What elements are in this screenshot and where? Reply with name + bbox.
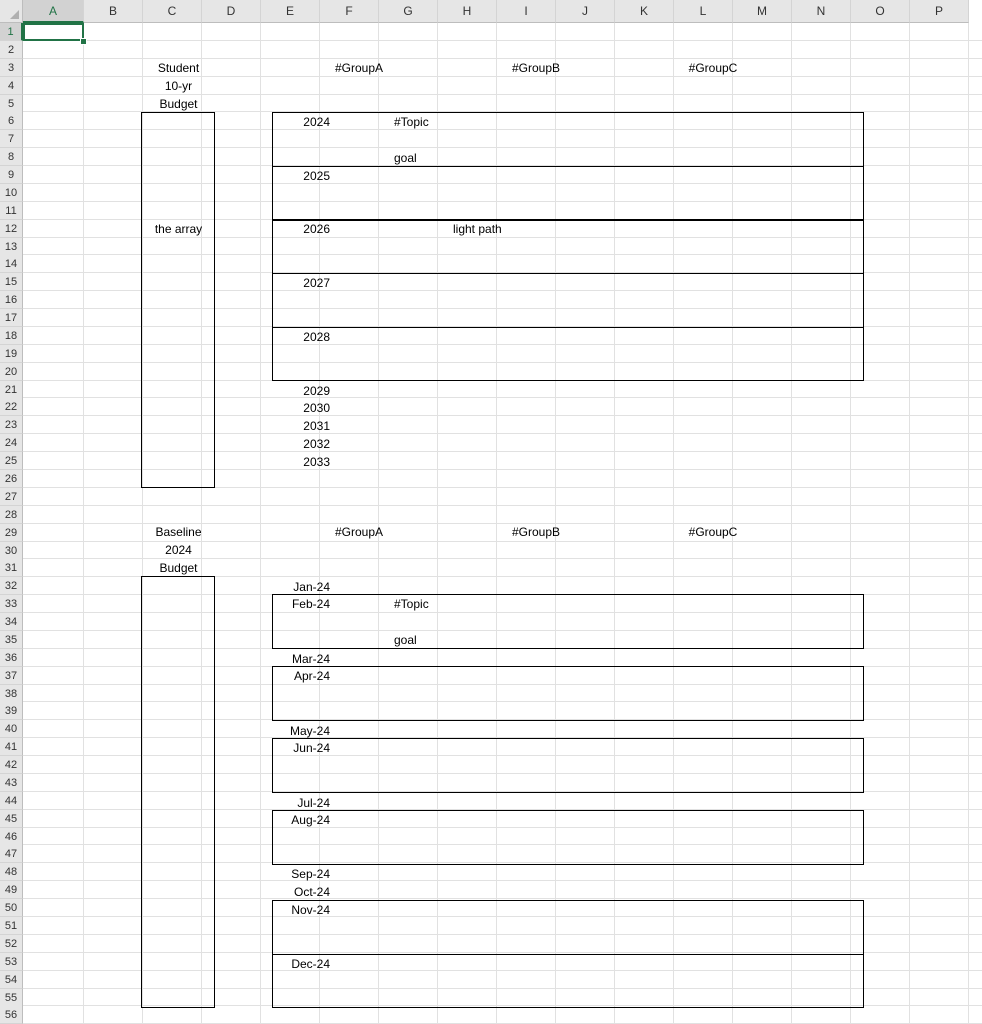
row-header[interactable]: 20 (0, 363, 23, 381)
year-label: 2033 (303, 455, 330, 469)
column-header-k[interactable]: K (615, 0, 674, 23)
year-label: 2027 (303, 276, 330, 290)
row-header[interactable]: 11 (0, 202, 23, 220)
row-header[interactable]: 17 (0, 309, 23, 327)
year-label: 2028 (303, 330, 330, 344)
row-header[interactable]: 33 (0, 595, 23, 613)
section2-group-c: #GroupC (688, 525, 738, 539)
row-header[interactable]: 49 (0, 881, 23, 899)
row-header[interactable]: 38 (0, 685, 23, 703)
column-header-i[interactable]: I (497, 0, 556, 23)
section2-title-line2: 2024 (165, 543, 192, 557)
row-header[interactable]: 37 (0, 667, 23, 685)
month-label: Jul-24 (297, 796, 330, 810)
month-label: Sep-24 (291, 867, 330, 881)
month-label: Jun-24 (293, 741, 330, 755)
row-header[interactable]: 24 (0, 434, 23, 452)
row-header[interactable]: 44 (0, 792, 23, 810)
row-header[interactable]: 50 (0, 899, 23, 917)
row-header[interactable]: 15 (0, 273, 23, 291)
section2-title-line3: Budget (159, 561, 198, 575)
month-label: Aug-24 (291, 813, 330, 827)
section2-goal: goal (394, 633, 417, 647)
column-header-h[interactable]: H (438, 0, 497, 23)
section2-title-line1: Baseline (155, 525, 202, 539)
row-header[interactable]: 25 (0, 452, 23, 470)
row-header[interactable]: 16 (0, 291, 23, 309)
month-box-jun[interactable] (272, 738, 864, 793)
row-header[interactable]: 28 (0, 506, 23, 524)
row-header[interactable]: 13 (0, 238, 23, 256)
row-header[interactable]: 2 (0, 41, 23, 59)
row-header[interactable]: 54 (0, 971, 23, 989)
row-header[interactable]: 29 (0, 524, 23, 542)
month-box-nov[interactable] (272, 900, 864, 955)
column-header-j[interactable]: J (556, 0, 615, 23)
row-header[interactable]: 22 (0, 398, 23, 416)
row-header[interactable]: 45 (0, 810, 23, 828)
array-label: the array (154, 222, 203, 236)
row-header[interactable]: 40 (0, 720, 23, 738)
select-all-triangle-icon (10, 10, 19, 19)
row-header[interactable]: 36 (0, 649, 23, 667)
row-header[interactable]: 32 (0, 577, 23, 595)
section2-topic: #Topic (394, 597, 429, 611)
row-gridline (23, 40, 982, 41)
row-header[interactable]: 30 (0, 542, 23, 560)
column-header-b[interactable]: B (84, 0, 143, 23)
year-box-2027[interactable] (272, 273, 864, 328)
row-header[interactable]: 46 (0, 828, 23, 846)
column-header-e[interactable]: E (261, 0, 320, 23)
year-label: 2032 (303, 437, 330, 451)
column-header-c[interactable]: C (143, 0, 202, 23)
row-header[interactable]: 4 (0, 77, 23, 95)
column-header-p[interactable]: P (910, 0, 969, 23)
row-header[interactable]: 47 (0, 845, 23, 863)
year-label: 2026 (303, 222, 330, 236)
month-box-aug[interactable] (272, 810, 864, 865)
year-box-2028[interactable] (272, 327, 864, 381)
row-header[interactable]: 14 (0, 255, 23, 273)
array-box[interactable] (141, 112, 215, 488)
row-header[interactable]: 52 (0, 935, 23, 953)
row-header[interactable]: 3 (0, 59, 23, 77)
row-header[interactable]: 21 (0, 381, 23, 399)
row-header[interactable]: 1 (0, 23, 23, 41)
row-header[interactable]: 53 (0, 953, 23, 971)
light-path-label: light path (453, 222, 502, 236)
month-label: Feb-24 (291, 597, 330, 611)
month-label: Dec-24 (291, 957, 330, 971)
month-label: Jan-24 (293, 580, 330, 594)
row-header[interactable]: 39 (0, 702, 23, 720)
month-label: May-24 (289, 724, 330, 738)
month-label: Oct-24 (293, 885, 330, 899)
column-header-l[interactable]: L (674, 0, 733, 23)
row-header[interactable]: 51 (0, 917, 23, 935)
section1-topic: #Topic (394, 115, 429, 129)
row-gridline (23, 505, 982, 506)
row-header[interactable]: 5 (0, 95, 23, 113)
section1-group-a: #GroupA (334, 61, 384, 75)
baseline-budget-box[interactable] (141, 576, 215, 1008)
month-label: Mar-24 (291, 652, 330, 666)
column-header-o[interactable]: O (851, 0, 910, 23)
row-header[interactable]: 27 (0, 488, 23, 506)
section2-group-b: #GroupB (511, 525, 561, 539)
row-header[interactable]: 9 (0, 166, 23, 184)
year-box-2025[interactable] (272, 166, 864, 221)
month-box-feb[interactable] (272, 594, 864, 649)
column-header-m[interactable]: M (733, 0, 792, 23)
row-header[interactable]: 55 (0, 989, 23, 1007)
row-header[interactable]: 7 (0, 130, 23, 148)
year-label: 2031 (303, 419, 330, 433)
column-header-f[interactable]: F (320, 0, 379, 23)
row-header[interactable]: 42 (0, 756, 23, 774)
month-label: Nov-24 (291, 903, 330, 917)
year-label: 2030 (303, 401, 330, 415)
row-header[interactable]: 56 (0, 1006, 23, 1024)
year-label: 2029 (303, 384, 330, 398)
section1-title-line2: 10-yr (164, 79, 193, 93)
month-box-apr[interactable] (272, 666, 864, 721)
month-label: Apr-24 (293, 669, 330, 683)
row-header[interactable]: 35 (0, 631, 23, 649)
section1-goal: goal (394, 151, 417, 165)
section1-group-b: #GroupB (511, 61, 561, 75)
row-header[interactable]: 48 (0, 863, 23, 881)
row-header[interactable]: 23 (0, 416, 23, 434)
row-header[interactable]: 6 (0, 112, 23, 130)
row-header[interactable]: 10 (0, 184, 23, 202)
active-cell-a1[interactable] (23, 23, 84, 41)
row-header[interactable]: 19 (0, 345, 23, 363)
row-header[interactable]: 8 (0, 148, 23, 166)
section1-title-line1: Student (157, 61, 200, 75)
section2-group-a: #GroupA (334, 525, 384, 539)
row-header[interactable]: 18 (0, 327, 23, 345)
column-header-d[interactable]: D (202, 0, 261, 23)
column-header-g[interactable]: G (379, 0, 438, 23)
select-all-corner[interactable] (0, 0, 23, 23)
year-box-2024[interactable] (272, 112, 864, 167)
row-header[interactable]: 34 (0, 613, 23, 631)
column-header-a[interactable]: A (23, 0, 84, 23)
column-header-n[interactable]: N (792, 0, 851, 23)
section1-group-c: #GroupC (688, 61, 738, 75)
fill-handle[interactable] (80, 38, 87, 45)
year-label: 2025 (303, 169, 330, 183)
year-label: 2024 (303, 115, 330, 129)
row-header[interactable]: 26 (0, 470, 23, 488)
row-header[interactable]: 12 (0, 220, 23, 238)
section1-title-line3: Budget (159, 97, 198, 111)
row-header[interactable]: 43 (0, 774, 23, 792)
row-header[interactable]: 41 (0, 738, 23, 756)
month-box-dec[interactable] (272, 954, 864, 1008)
row-header[interactable]: 31 (0, 559, 23, 577)
year-box-2026[interactable] (272, 219, 864, 274)
